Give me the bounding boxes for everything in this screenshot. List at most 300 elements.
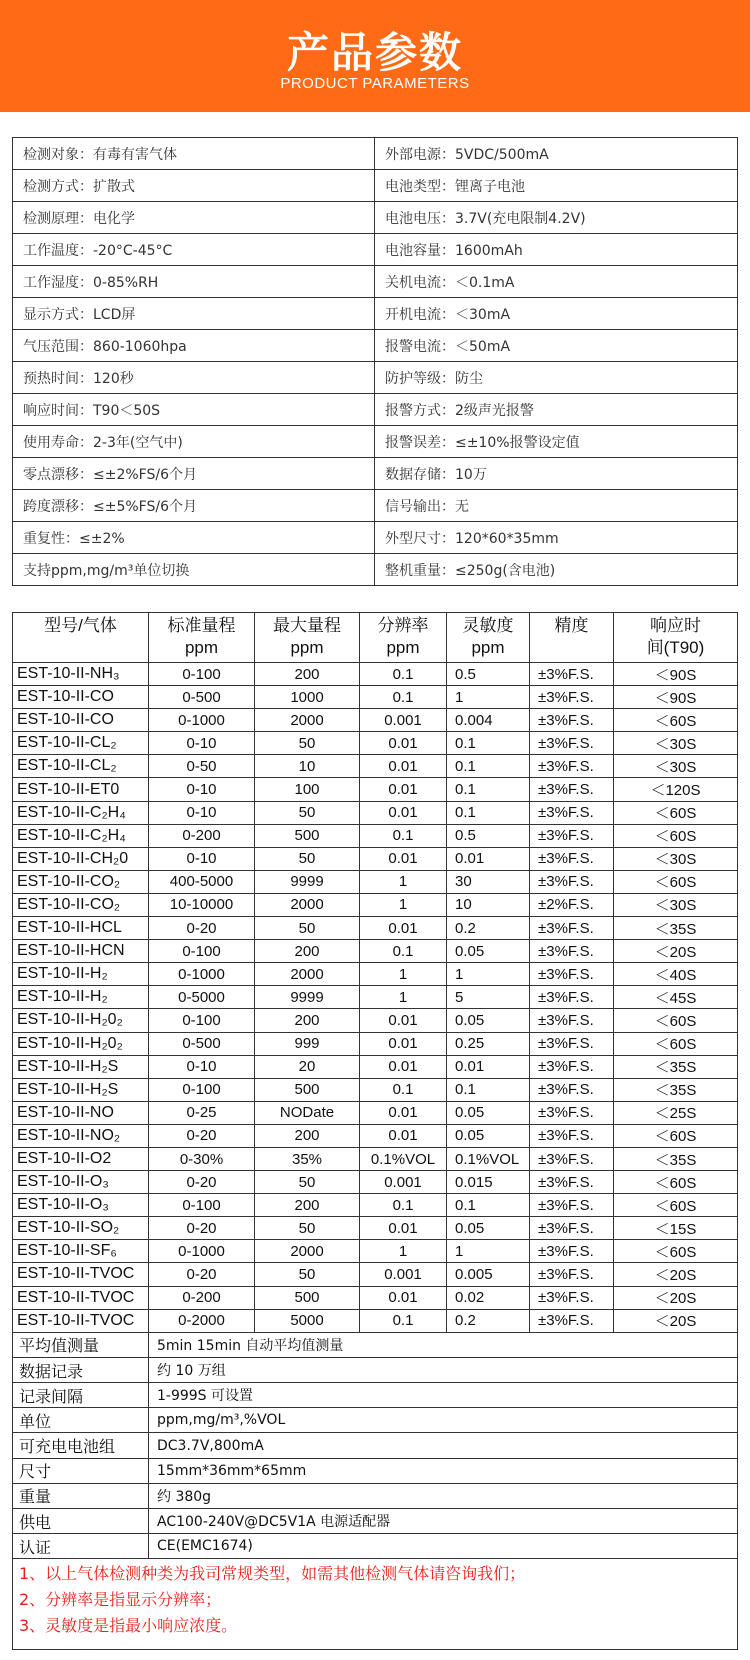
spec-cell (375, 394, 738, 426)
model-cell-sens: 0.1 (447, 1194, 530, 1217)
spec-value: ≤250g(含电池) (455, 562, 556, 579)
model-cell-sens: 0.01 (447, 847, 530, 870)
model-cell-prec: ±3%F.S. (530, 1309, 614, 1332)
model-cell-range: 0-1000 (149, 1240, 255, 1263)
model-column-header (614, 613, 738, 663)
model-column-header (255, 613, 360, 663)
spec-value: ≤±10%报警设定值 (455, 434, 580, 451)
extra-row (13, 1408, 738, 1433)
model-cell-resp: ＜60S (614, 1240, 738, 1263)
model-cell-resp: ＜20S (614, 1309, 738, 1332)
spec-cell (13, 490, 375, 522)
notes-row (13, 1559, 738, 1650)
extra-row (13, 1357, 738, 1382)
model-row (13, 663, 738, 686)
model-header-row (13, 613, 738, 663)
spec-label: 信号输出： (385, 498, 455, 515)
spec-value: ≤±2% (79, 530, 125, 547)
extra-label: 数据记录 (13, 1357, 149, 1382)
model-cell-range: 10-10000 (149, 893, 255, 916)
model-cell-max: 200 (255, 1009, 360, 1032)
model-cell-res: 0.1 (360, 1194, 447, 1217)
model-cell-res: 1 (360, 893, 447, 916)
model-cell-prec: ±3%F.S. (530, 1286, 614, 1309)
model-cell-model: EST-10-II-SF₆ (13, 1240, 149, 1263)
model-cell-range: 0-100 (149, 663, 255, 686)
extra-label: 供电 (13, 1509, 149, 1534)
model-cell-sens: 0.015 (447, 1171, 530, 1194)
model-row (13, 1240, 738, 1263)
spec-label: 显示方式： (23, 306, 93, 323)
spec-value: 860-1060hpa (93, 338, 187, 355)
spec-row (13, 362, 738, 394)
model-cell-prec: ±3%F.S. (530, 1009, 614, 1032)
model-cell-resp: ＜60S (614, 1171, 738, 1194)
model-cell-range: 0-500 (149, 1032, 255, 1055)
model-cell-sens: 5 (447, 986, 530, 1009)
extra-value: 1-999S 可设置 (149, 1383, 738, 1408)
spec-label: 电池容量： (385, 242, 455, 259)
spec-cell (13, 330, 375, 362)
model-cell-res: 0.1 (360, 1309, 447, 1332)
model-cell-res: 1 (360, 986, 447, 1009)
spec-value: 5VDC/500mA (455, 146, 549, 163)
model-cell-sens: 0.02 (447, 1286, 530, 1309)
model-cell-max: 2000 (255, 1240, 360, 1263)
model-cell-max: 500 (255, 1078, 360, 1101)
spec-value: 2级声光报警 (455, 402, 534, 419)
model-cell-max: 5000 (255, 1309, 360, 1332)
model-row (13, 1171, 738, 1194)
spec-cell (13, 458, 375, 490)
spec-label: 检测对象： (23, 146, 93, 163)
extra-row (13, 1509, 738, 1534)
model-cell-model: EST-10-II-TVOC (13, 1309, 149, 1332)
spec-value: 1600mAh (455, 242, 523, 259)
model-cell-model: EST-10-II-H₂S (13, 1078, 149, 1101)
model-cell-res: 0.01 (360, 847, 447, 870)
spec-value: 电化学 (93, 210, 135, 227)
spec-value: LCD屏 (93, 306, 136, 323)
spec-value: ≤±5%FS/6个月 (93, 498, 197, 515)
spec-value: ＜0.1mA (455, 274, 515, 291)
spec-table (12, 137, 738, 586)
model-cell-sens: 0.5 (447, 663, 530, 686)
extra-row (13, 1483, 738, 1508)
model-row (13, 778, 738, 801)
model-cell-max: 200 (255, 1124, 360, 1147)
model-cell-res: 0.01 (360, 801, 447, 824)
extra-row (13, 1332, 738, 1357)
spec-label: 使用寿命： (23, 434, 93, 451)
spec-cell (13, 266, 375, 298)
model-cell-max: 2000 (255, 893, 360, 916)
model-cell-prec: ±3%F.S. (530, 1217, 614, 1240)
spec-value: 锂离子电池 (455, 178, 525, 195)
model-cell-model: EST-10-II-CO₂ (13, 893, 149, 916)
spec-value: T90＜50S (93, 402, 161, 419)
model-cell-max: 500 (255, 1286, 360, 1309)
model-cell-range: 0-20 (149, 1263, 255, 1286)
spec-row (13, 330, 738, 362)
model-cell-prec: ±3%F.S. (530, 1032, 614, 1055)
model-cell-max: 2000 (255, 963, 360, 986)
model-cell-prec: ±3%F.S. (530, 778, 614, 801)
spec-cell (375, 202, 738, 234)
model-cell-prec: ±3%F.S. (530, 847, 614, 870)
model-cell-range: 0-10 (149, 732, 255, 755)
model-cell-prec: ±3%F.S. (530, 917, 614, 940)
model-row (13, 1055, 738, 1078)
spec-value: 120秒 (93, 370, 134, 387)
model-cell-model: EST-10-II-ET0 (13, 778, 149, 801)
spec-cell (375, 522, 738, 554)
model-cell-range: 0-200 (149, 1286, 255, 1309)
model-cell-resp: ＜60S (614, 1009, 738, 1032)
spec-row (13, 234, 738, 266)
model-cell-res: 0.01 (360, 1286, 447, 1309)
spec-label: 检测方式： (23, 178, 93, 195)
spec-label: 开机电流： (385, 306, 455, 323)
spec-label: 工作温度： (23, 242, 93, 259)
model-cell-model: EST-10-II-CO (13, 686, 149, 709)
extra-label: 可充电电池组 (13, 1433, 149, 1458)
model-cell-prec: ±3%F.S. (530, 940, 614, 963)
spec-cell (375, 234, 738, 266)
spec-label: 外部电源： (385, 146, 455, 163)
model-cell-prec: ±3%F.S. (530, 755, 614, 778)
model-row (13, 847, 738, 870)
model-cell-prec: ±3%F.S. (530, 870, 614, 893)
notes-cell (13, 1559, 738, 1650)
model-cell-max: 100 (255, 778, 360, 801)
model-cell-res: 0.001 (360, 709, 447, 732)
model-cell-prec: ±3%F.S. (530, 824, 614, 847)
spec-row (13, 266, 738, 298)
model-cell-prec: ±3%F.S. (530, 709, 614, 732)
model-cell-max: 50 (255, 732, 360, 755)
model-cell-range: 0-1000 (149, 709, 255, 732)
model-cell-max: 50 (255, 917, 360, 940)
model-cell-model: EST-10-II-H₂0₂ (13, 1032, 149, 1055)
model-cell-sens: 0.1 (447, 801, 530, 824)
model-cell-resp: ＜30S (614, 893, 738, 916)
spec-value: 有毒有害气体 (93, 146, 177, 163)
spec-value: 0-85%RH (93, 274, 159, 291)
model-cell-max: 10 (255, 755, 360, 778)
spec-cell (375, 266, 738, 298)
header-line: 间(T90) (646, 638, 705, 657)
model-row (13, 709, 738, 732)
model-cell-res: 0.01 (360, 1101, 447, 1124)
spec-label: 气压范围： (23, 338, 93, 355)
model-cell-prec: ±3%F.S. (530, 1078, 614, 1101)
note-line: 1、以上气体检测种类为我司常规类型，如需其他检测气体请咨询我们； (19, 1564, 526, 1584)
model-cell-res: 0.001 (360, 1171, 447, 1194)
spec-row (13, 490, 738, 522)
spec-cell (13, 394, 375, 426)
model-cell-model: EST-10-II-H₂S (13, 1055, 149, 1078)
model-cell-sens: 0.05 (447, 940, 530, 963)
model-cell-resp: ＜40S (614, 963, 738, 986)
model-cell-model: EST-10-II-O2 (13, 1147, 149, 1170)
model-cell-res: 0.1 (360, 686, 447, 709)
page-subtitle: PRODUCT PARAMETERS (280, 75, 470, 92)
model-cell-prec: ±3%F.S. (530, 986, 614, 1009)
model-cell-max: 500 (255, 824, 360, 847)
model-row (13, 870, 738, 893)
model-cell-range: 0-20 (149, 917, 255, 940)
model-cell-range: 0-200 (149, 824, 255, 847)
model-cell-prec: ±3%F.S. (530, 686, 614, 709)
spec-label: 重复性： (23, 530, 79, 547)
spec-value: 120*60*35mm (455, 530, 559, 547)
model-cell-range: 0-50 (149, 755, 255, 778)
model-cell-range: 0-100 (149, 940, 255, 963)
header-line: 分辨率 (377, 616, 429, 635)
model-cell-res: 0.01 (360, 732, 447, 755)
model-cell-max: 200 (255, 1194, 360, 1217)
model-cell-resp: ＜30S (614, 732, 738, 755)
spec-label: 检测原理： (23, 210, 93, 227)
spec-row (13, 202, 738, 234)
model-cell-sens: 0.01 (447, 1055, 530, 1078)
model-cell-sens: 0.05 (447, 1217, 530, 1240)
spec-label: 跨度漂移： (23, 498, 93, 515)
spec-value: 无 (455, 498, 469, 515)
model-cell-res: 0.01 (360, 778, 447, 801)
model-cell-resp: ＜90S (614, 686, 738, 709)
model-cell-sens: 0.1 (447, 755, 530, 778)
spec-label: 零点漂移： (23, 466, 93, 483)
model-cell-prec: ±3%F.S. (530, 963, 614, 986)
model-cell-model: EST-10-II-H₂0₂ (13, 1009, 149, 1032)
model-cell-res: 1 (360, 963, 447, 986)
header-line: ppm (471, 638, 505, 657)
model-cell-res: 0.01 (360, 917, 447, 940)
model-cell-sens: 0.1 (447, 732, 530, 755)
model-cell-res: 0.01 (360, 755, 447, 778)
spec-label: 外型尺寸： (385, 530, 455, 547)
model-row (13, 801, 738, 824)
extra-row (13, 1433, 738, 1458)
model-cell-sens: 1 (447, 963, 530, 986)
model-column-header (149, 613, 255, 663)
model-row (13, 1009, 738, 1032)
spec-row (13, 298, 738, 330)
model-cell-prec: ±3%F.S. (530, 1240, 614, 1263)
model-row (13, 893, 738, 916)
model-column-header (447, 613, 530, 663)
model-cell-model: EST-10-II-CL₂ (13, 755, 149, 778)
spec-row (13, 394, 738, 426)
model-cell-sens: 0.05 (447, 1009, 530, 1032)
model-cell-sens: 1 (447, 686, 530, 709)
model-cell-max: 50 (255, 847, 360, 870)
model-cell-res: 0.001 (360, 1263, 447, 1286)
spec-cell (13, 426, 375, 458)
model-cell-range: 0-100 (149, 1009, 255, 1032)
extra-row (13, 1383, 738, 1408)
model-cell-model: EST-10-II-NO (13, 1101, 149, 1124)
model-cell-resp: ＜45S (614, 986, 738, 1009)
extra-row (13, 1458, 738, 1483)
model-cell-sens: 0.1 (447, 1078, 530, 1101)
spec-row (13, 138, 738, 170)
model-cell-sens: 0.004 (447, 709, 530, 732)
model-cell-resp: ＜60S (614, 1194, 738, 1217)
spec-cell (13, 362, 375, 394)
model-cell-res: 0.1%VOL (360, 1147, 447, 1170)
page-title: 产品参数 (286, 28, 463, 77)
model-cell-model: EST-10-II-O₃ (13, 1171, 149, 1194)
model-cell-res: 1 (360, 1240, 447, 1263)
model-cell-model: EST-10-II-HCL (13, 917, 149, 940)
model-cell-sens: 0.2 (447, 917, 530, 940)
model-cell-model: EST-10-II-NH₃ (13, 663, 149, 686)
model-cell-range: 0-5000 (149, 986, 255, 1009)
header-line: ppm (290, 638, 324, 657)
model-cell-model: EST-10-II-H₂ (13, 986, 149, 1009)
model-cell-max: 50 (255, 801, 360, 824)
model-cell-resp: ＜35S (614, 1078, 738, 1101)
spec-label: 电池类型： (385, 178, 455, 195)
model-cell-model: EST-10-II-TVOC (13, 1263, 149, 1286)
model-row (13, 824, 738, 847)
spec-cell (375, 330, 738, 362)
model-cell-model: EST-10-II-HCN (13, 940, 149, 963)
model-cell-sens: 0.2 (447, 1309, 530, 1332)
spec-cell (13, 522, 375, 554)
spec-row (13, 426, 738, 458)
spec-value: 10万 (455, 466, 487, 483)
model-row (13, 1078, 738, 1101)
extra-label: 记录间隔 (13, 1383, 149, 1408)
model-cell-model: EST-10-II-CL₂ (13, 732, 149, 755)
model-cell-range: 0-100 (149, 1194, 255, 1217)
extra-label: 单位 (13, 1408, 149, 1433)
model-cell-range: 0-10 (149, 778, 255, 801)
spec-label: 整机重量： (385, 562, 455, 579)
spec-label: 报警误差： (385, 434, 455, 451)
model-cell-res: 0.01 (360, 1009, 447, 1032)
header-line: 灵敏度 (462, 616, 514, 635)
spec-value: ＜30mA (455, 306, 511, 323)
spec-label: 报警电流： (385, 338, 455, 355)
model-cell-sens: 10 (447, 893, 530, 916)
extra-label: 认证 (13, 1534, 149, 1559)
model-cell-model: EST-10-II-CH₂0 (13, 847, 149, 870)
spec-label: 防护等级： (385, 370, 455, 387)
model-cell-resp: ＜35S (614, 917, 738, 940)
note-line: 3、灵敏度是指最小响应浓度。 (19, 1616, 238, 1636)
header-line: 最大量程 (273, 616, 341, 635)
model-cell-sens: 0.1%VOL (447, 1147, 530, 1170)
spec-cell (375, 458, 738, 490)
model-row (13, 755, 738, 778)
spec-value: 支持ppm,mg/m³单位切换 (23, 562, 190, 579)
spec-value: 防尘 (455, 370, 483, 387)
header-line: 响应时 (650, 616, 701, 635)
spec-cell (375, 170, 738, 202)
spec-cell (13, 138, 375, 170)
model-row (13, 963, 738, 986)
model-cell-resp: ＜20S (614, 1286, 738, 1309)
model-row (13, 1147, 738, 1170)
model-row (13, 1309, 738, 1332)
model-cell-sens: 1 (447, 1240, 530, 1263)
model-cell-max: 20 (255, 1055, 360, 1078)
spec-cell (13, 298, 375, 330)
model-row (13, 732, 738, 755)
spec-label: 电池电压： (385, 210, 455, 227)
model-cell-resp: ＜35S (614, 1055, 738, 1078)
spec-label: 关机电流： (385, 274, 455, 291)
model-cell-resp: ＜120S (614, 778, 738, 801)
model-cell-prec: ±3%F.S. (530, 801, 614, 824)
spec-row (13, 458, 738, 490)
model-cell-range: 0-20 (149, 1171, 255, 1194)
model-cell-model: EST-10-II-C₂H₄ (13, 801, 149, 824)
model-cell-res: 0.01 (360, 1217, 447, 1240)
spec-value: -20°C-45°C (93, 242, 173, 259)
model-cell-prec: ±3%F.S. (530, 1055, 614, 1078)
model-cell-max: 50 (255, 1171, 360, 1194)
model-cell-model: EST-10-II-NO₂ (13, 1124, 149, 1147)
model-cell-max: 35% (255, 1147, 360, 1170)
spec-row (13, 522, 738, 554)
extra-label: 尺寸 (13, 1458, 149, 1483)
model-column-header (360, 613, 447, 663)
model-cell-max: 9999 (255, 870, 360, 893)
model-row (13, 1101, 738, 1124)
model-cell-resp: ＜60S (614, 824, 738, 847)
model-cell-resp: ＜15S (614, 1217, 738, 1240)
model-column-header (13, 613, 149, 663)
model-cell-max: 50 (255, 1263, 360, 1286)
model-row (13, 917, 738, 940)
spec-value: 扩散式 (93, 178, 135, 195)
header-line: 型号/气体 (44, 616, 117, 635)
model-row (13, 1194, 738, 1217)
spec-cell (13, 170, 375, 202)
model-cell-resp: ＜60S (614, 1124, 738, 1147)
model-row (13, 1217, 738, 1240)
model-cell-prec: ±3%F.S. (530, 663, 614, 686)
spec-cell (375, 554, 738, 586)
model-cell-res: 0.1 (360, 824, 447, 847)
model-row (13, 1124, 738, 1147)
model-cell-max: 2000 (255, 709, 360, 732)
model-cell-max: 50 (255, 1217, 360, 1240)
spec-row (13, 554, 738, 586)
model-cell-range: 0-20 (149, 1217, 255, 1240)
spec-cell (13, 234, 375, 266)
model-cell-prec: ±3%F.S. (530, 732, 614, 755)
spec-label: 报警方式： (385, 402, 455, 419)
spec-cell (375, 138, 738, 170)
model-cell-res: 0.1 (360, 940, 447, 963)
note-line: 2、分辨率是指显示分辨率； (19, 1590, 222, 1610)
model-cell-res: 1 (360, 870, 447, 893)
extra-value: DC3.7V,800mA (149, 1433, 738, 1458)
header-line: ppm (386, 638, 420, 657)
model-cell-model: EST-10-II-O₃ (13, 1194, 149, 1217)
model-cell-resp: ＜20S (614, 940, 738, 963)
model-cell-range: 0-1000 (149, 963, 255, 986)
model-cell-prec: ±3%F.S. (530, 1124, 614, 1147)
model-cell-sens: 0.25 (447, 1032, 530, 1055)
